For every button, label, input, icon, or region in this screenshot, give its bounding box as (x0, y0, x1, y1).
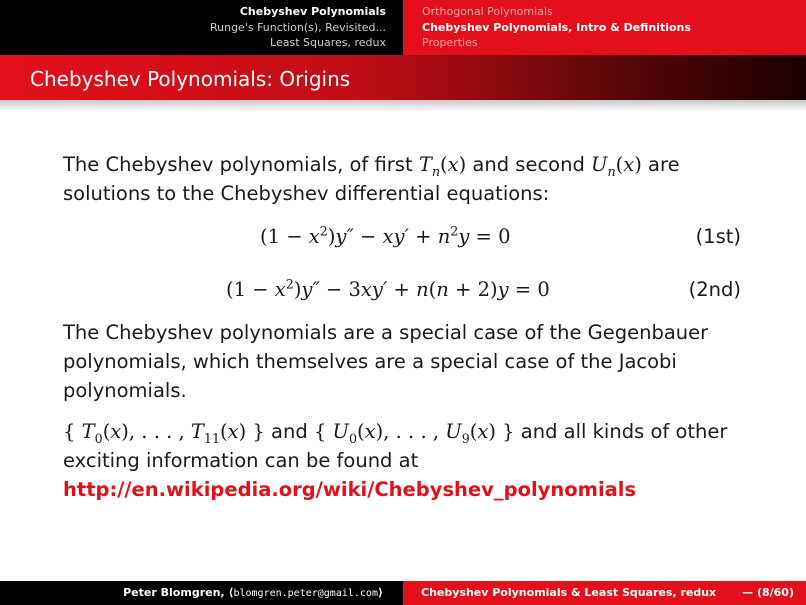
math-tn: $T_n$ (418, 153, 440, 179)
nav-section-least-squares[interactable]: Least Squares, redux (270, 36, 386, 49)
footer-email: blomgren.peter@gmail.com (233, 588, 378, 599)
footer-title-bar (403, 581, 806, 605)
nav-subsection-orthogonal[interactable]: Orthogonal Polynomials (422, 5, 553, 18)
equation-1-tag: (1st) (695, 225, 741, 248)
equation-first-kind (63, 214, 753, 259)
footer (0, 581, 806, 605)
equation-2-expression: $(1 - x^2)y'' - 3xy' + n(n + 2)y = 0$ (226, 276, 550, 301)
footer-page-number: — (8/60) (742, 586, 794, 599)
equation-second-kind (63, 267, 753, 312)
nav-subsection-intro[interactable]: Chebyshev Polynomials, Intro & Definitions (422, 20, 691, 34)
nav-sections (0, 0, 403, 55)
math-un: $U_n$ (591, 153, 616, 179)
slide-content (63, 150, 753, 504)
wikipedia-link[interactable]: http://en.wikipedia.org/wiki/Chebyshev_polynomials (63, 478, 637, 501)
nav-subsection-properties[interactable]: Properties (422, 36, 478, 49)
title-shadow (0, 100, 806, 112)
frame-title: Chebyshev Polynomials: Origins (0, 55, 806, 100)
footer-title: Chebyshev Polynomials & Least Squares, redux (421, 586, 717, 599)
equation-2-tag: (2nd) (688, 278, 741, 301)
intro-paragraph: The Chebyshev polynomials, of first $T_n(x)$ and second $U_n(x)$ are solutions to the Chebyshev differential equations: (63, 153, 680, 205)
math-t-set: { (63, 420, 82, 443)
nav-section-runge[interactable]: Runge's Function(s), Revisited... (209, 20, 386, 34)
equation-1-expression: $(1 - x^2)y'' - xy' + n^2y = 0$ (260, 223, 511, 248)
footer-author: Peter Blomgren, ⟨blomgren.peter@gmail.com⟩ (0, 581, 403, 605)
gegenbauer-paragraph: The Chebyshev polynomials are a special case of the Gegenbauer polynomials, which themselves are a special case of the Jacobi polynomials. (63, 321, 709, 402)
nav-subsections (403, 0, 806, 55)
top-navigation (0, 0, 806, 55)
math-u-set: { (313, 420, 333, 443)
reference-paragraph: { $T_0(x)$, . . . , $T_{11}(x)$ } and { $U_0(x)$, . . . , $U_9(x)$ } and all kinds of other exciting information can be found at http://en.wikipedia.org/wiki/Chebyshev_polynomials (63, 420, 728, 501)
nav-section-chebyshev[interactable]: Chebyshev Polynomials (239, 5, 386, 18)
